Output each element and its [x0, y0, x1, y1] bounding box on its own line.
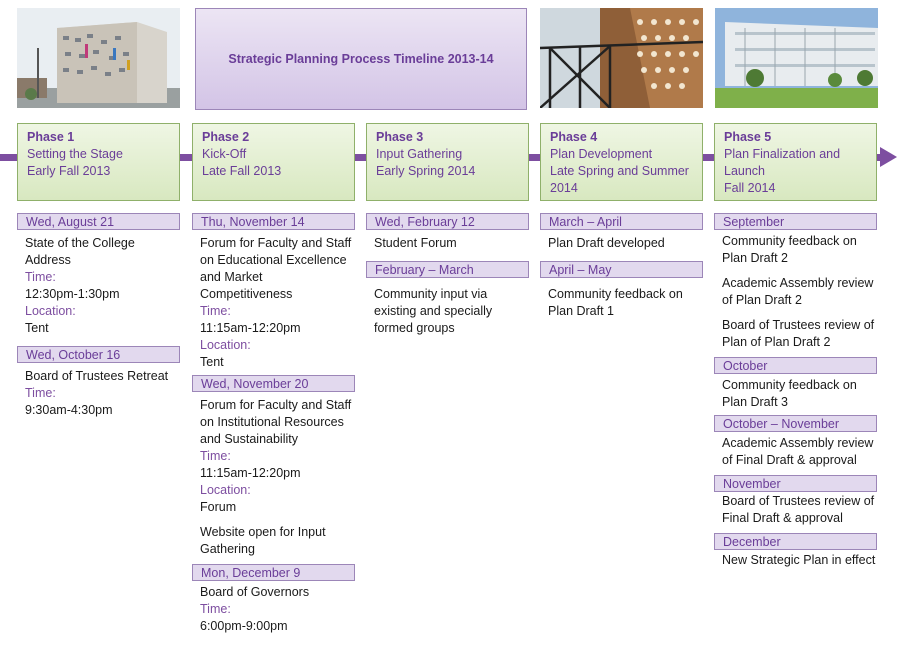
- event-date: December: [714, 533, 877, 550]
- event-location: Forum: [200, 500, 237, 514]
- event-title: Community input via existing and specially formed groups: [374, 287, 493, 335]
- location-label: Location:: [25, 304, 76, 318]
- event-date: March – April: [540, 213, 703, 230]
- event-title: Board of Trustees review of Plan of Plan Draft 2: [722, 318, 875, 349]
- event-date: November: [714, 475, 877, 492]
- event-date: October – November: [714, 415, 877, 432]
- phase-label: Phase 5: [724, 130, 772, 144]
- event-title: Community feedback on Plan Draft 1: [548, 287, 683, 318]
- phase-label: Phase 3: [376, 130, 424, 144]
- phase-1-events: [17, 213, 180, 419]
- event-date: February – March: [366, 261, 529, 278]
- event-date: Mon, December 9: [192, 564, 355, 581]
- phase-2-events: [192, 213, 355, 635]
- event-time: 11:15am-12:20pm: [200, 321, 301, 335]
- phase-5-events: [714, 213, 877, 569]
- event-date: April – May: [540, 261, 703, 278]
- phase-5-box: [714, 123, 877, 201]
- phase-1-box: [17, 123, 180, 201]
- phase-period-year: 2014: [550, 181, 578, 195]
- event-title: Academic Assembly review of Plan Draft 2: [722, 276, 874, 307]
- time-label: Time:: [25, 270, 56, 284]
- time-label: Time:: [200, 304, 231, 318]
- phase-period: Early Fall 2013: [27, 164, 111, 178]
- phase-label: Phase 2: [202, 130, 250, 144]
- timeline-arrow-icon: [880, 147, 897, 167]
- event-time: 6:00pm-9:00pm: [200, 619, 288, 633]
- event-title: Community feedback on Plan Draft 3: [722, 378, 857, 409]
- phase-3-events: [366, 213, 529, 337]
- event-title: Community feedback on Plan Draft 2: [722, 234, 857, 265]
- event-title: Plan Draft developed: [548, 236, 665, 250]
- phase-name: Plan Development: [550, 147, 653, 161]
- event-location: Tent: [25, 321, 49, 335]
- event-date: Wed, October 16: [17, 346, 180, 363]
- phase-2-box: [192, 123, 355, 201]
- event-title: Student Forum: [374, 236, 457, 250]
- campus-lawn-photo: [715, 8, 878, 108]
- location-label: Location:: [200, 338, 251, 352]
- phase-4-events: [540, 213, 703, 320]
- location-label: Location:: [200, 483, 251, 497]
- event-time: 11:15am-12:20pm: [200, 466, 301, 480]
- timeline-title-text: Strategic Planning Process Timeline 2013-14: [228, 52, 494, 66]
- phase-label: Phase 1: [27, 130, 75, 144]
- phase-3-box: [366, 123, 529, 201]
- phase-label: Phase 4: [550, 130, 598, 144]
- event-title: New Strategic Plan in effect: [722, 553, 876, 567]
- phase-name: Input Gathering: [376, 147, 463, 161]
- event-date: September: [714, 213, 877, 230]
- building-facade-photo: [540, 8, 703, 108]
- event-date: October: [714, 357, 877, 374]
- event-date: Wed, August 21: [17, 213, 180, 230]
- phase-name: Kick-Off: [202, 147, 247, 161]
- phase-name: Plan Finalization and: [724, 147, 841, 161]
- phase-name-cont: Launch: [724, 164, 766, 178]
- event-title: State of the College Address: [25, 236, 135, 267]
- event-date: Thu, November 14: [192, 213, 355, 230]
- event-title: Academic Assembly review of Final Draft & approval: [722, 436, 874, 467]
- event-time: 12:30pm-1:30pm: [25, 287, 120, 301]
- time-label: Time:: [200, 449, 231, 463]
- phase-4-box: [540, 123, 703, 201]
- timeline-title: [195, 8, 527, 110]
- event-title: Board of Trustees Retreat: [25, 369, 169, 383]
- phase-period: Late Fall 2013: [202, 164, 282, 178]
- event-title: Forum for Faculty and Staff on Educational Excellence and Market Competitiveness: [200, 236, 352, 301]
- event-location: Tent: [200, 355, 224, 369]
- event-title: Forum for Faculty and Staff on Institutional Resources and Sustainability: [200, 398, 352, 446]
- event-date: Wed, November 20: [192, 375, 355, 392]
- event-title: Board of Trustees review of Final Draft & approval: [722, 494, 875, 525]
- event-title: Website open for Input Gathering: [200, 525, 326, 556]
- phase-period: Fall 2014: [724, 181, 776, 195]
- time-label: Time:: [200, 602, 231, 616]
- phase-period: Late Spring and Summer: [550, 164, 689, 178]
- phase-period: Early Spring 2014: [376, 164, 476, 178]
- phase-name: Setting the Stage: [27, 147, 123, 161]
- event-title: Board of Governors: [200, 585, 310, 599]
- campus-building-photo: [17, 8, 180, 108]
- event-date: Wed, February 12: [366, 213, 529, 230]
- time-label: Time:: [25, 386, 56, 400]
- event-time: 9:30am-4:30pm: [25, 403, 113, 417]
